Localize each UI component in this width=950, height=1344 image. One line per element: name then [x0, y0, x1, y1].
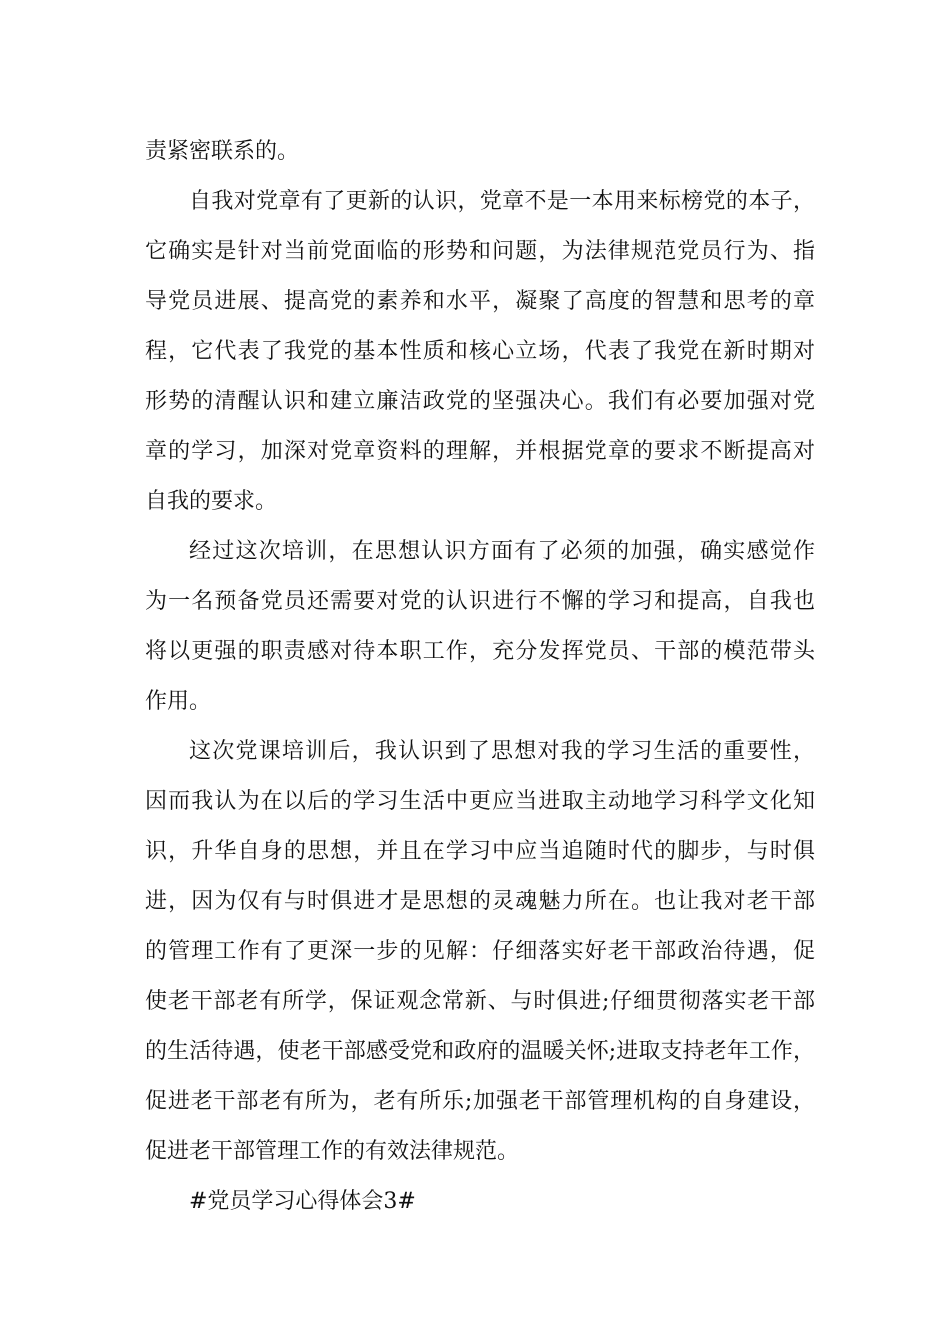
- text-line: 自我对党章有了更新的认识，党章不是一本用来标榜党的本子，: [189, 189, 815, 214]
- paragraph: [145, 177, 815, 527]
- paragraph: [145, 727, 815, 1177]
- paragraph: [145, 527, 815, 727]
- text-line: 为一名预备党员还需要对党的认识进行不懈的学习和提高，自我也: [145, 589, 815, 614]
- text-line: 经过这次培训，在思想认识方面有了必须的加强，确实感觉作: [189, 539, 815, 564]
- text-line: 程，它代表了我党的基本性质和核心立场，代表了我党在新时期对: [145, 339, 815, 364]
- text-line: 作用。: [145, 689, 212, 714]
- text-line: 自我的要求。: [145, 489, 278, 514]
- text-line: 形势的清醒认识和建立廉洁政党的坚强决心。我们有必要加强对党: [145, 389, 815, 414]
- text-line: 它确实是针对当前党面临的形势和问题，为法律规范党员行为、指: [145, 239, 815, 264]
- text-line: 导党员进展、提高党的素养和水平，凝聚了高度的智慧和思考的章: [145, 289, 815, 314]
- text-line: 因而我认为在以后的学习生活中更应当进取主动地学习科学文化知: [145, 789, 815, 814]
- text-line: 使老干部老有所学，保证观念常新、与时俱进;仔细贯彻落实老干部: [145, 989, 815, 1014]
- text-line: 这次党课培训后，我认识到了思想对我的学习生活的重要性，: [189, 739, 815, 764]
- text-line: 识，升华自身的思想，并且在学习中应当追随时代的脚步，与时俱: [145, 839, 815, 864]
- text-line: 促进老干部管理工作的有效法律规范。: [145, 1139, 520, 1164]
- text-line: 的生活待遇，使老干部感受党和政府的温暖关怀;进取支持老年工作，: [145, 1039, 815, 1064]
- paragraph: [145, 127, 815, 177]
- document-body: [145, 127, 815, 1227]
- text-line: 的管理工作有了更深一步的见解：仔细落实好老干部政治待遇，促: [145, 939, 815, 964]
- section-heading: [145, 1177, 815, 1227]
- text-line: 章的学习，加深对党章资料的理解，并根据党章的要求不断提高对: [145, 439, 815, 464]
- text-line: 责紧密联系的。: [145, 139, 300, 164]
- text-line: 将以更强的职责感对待本职工作，充分发挥党员、干部的模范带头: [145, 639, 815, 664]
- text-line: 促进老干部老有所为，老有所乐;加强老干部管理机构的自身建设，: [145, 1089, 815, 1114]
- text-line: #党员学习心得体会3#: [189, 1189, 416, 1214]
- text-line: 进，因为仅有与时俱进才是思想的灵魂魅力所在。也让我对老干部: [145, 889, 815, 914]
